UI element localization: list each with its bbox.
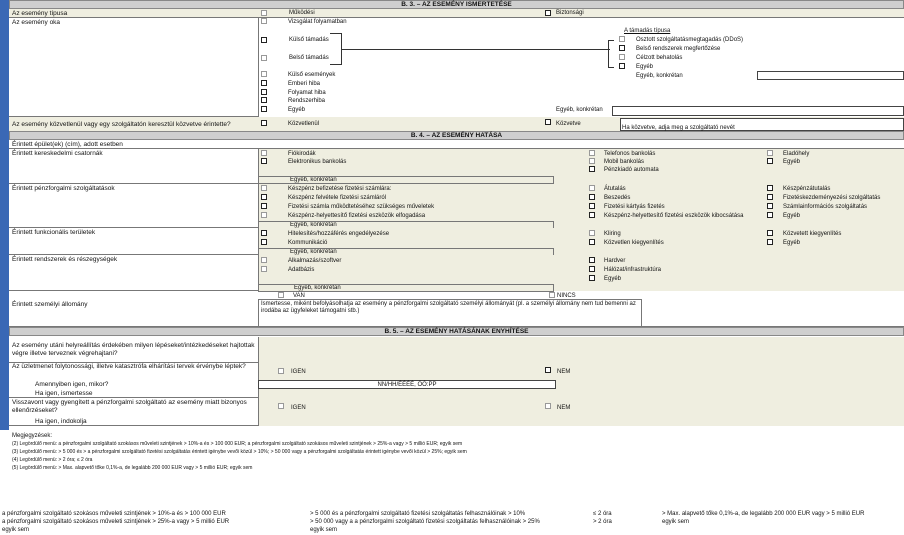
channel-checkbox-3[interactable]: [589, 158, 595, 164]
payment-checkbox-2[interactable]: [261, 203, 267, 209]
payment-item-7: Készpénz-helyettesítő fizetési eszközök kibocsátása: [604, 213, 744, 219]
cause-checkbox-3[interactable]: [261, 71, 267, 77]
channel-item-6: Egyéb: [783, 159, 801, 165]
payment-checkbox-4[interactable]: [589, 185, 595, 191]
staff-note: Ismertesse, miként befolyásolhatja az esemény a pénzforgalmi szolgáltató személyi állományát (pl. a személyi állomány nem tud bemenni az irodába az ügyfeleket támogatni stb.): [261, 301, 636, 314]
controls-no-checkbox[interactable]: [545, 403, 551, 409]
cause-item-0: Vizsgálat folyamatban: [288, 19, 347, 25]
payment-checkbox-8[interactable]: [767, 185, 773, 191]
cause-checkbox-7[interactable]: [261, 106, 267, 112]
cause-other-input[interactable]: [612, 106, 904, 116]
systems-item-0: Alkalmazás/szoftver: [288, 258, 342, 264]
attack-item-3: Egyéb: [636, 64, 654, 70]
controls-yes-checkbox[interactable]: [278, 403, 284, 409]
cause-checkbox-1[interactable]: [261, 37, 267, 43]
func-checkbox-3[interactable]: [589, 239, 595, 245]
notes-title: Megjegyzések:: [12, 433, 53, 439]
channel-item-5: Eladóhely: [783, 151, 810, 157]
note-line-0: (2) Legördülő menü: a pénzforgalmi szolgáltató szokásos műveleti szintjének > 10%-a és > 100 000 EUR; a pénzforgalmi szolgáltató szokásos műveleti szintjének > 25%-a vagy > 5 millió EUR; egyik sem: [12, 441, 463, 447]
footer-c4-0: > Max. alapvető tőke 0,1%-a, de legalább 200 000 EUR vagy > 5 millió EUR: [662, 511, 865, 517]
attack-checkbox-1[interactable]: [619, 45, 625, 51]
note-line-2: (4) Legördülő menü: > 2 óra; ≤ 2 óra: [12, 457, 93, 463]
controls-area: [258, 398, 904, 426]
payment-label: Érintett pénzforgalmi szolgáltatások: [12, 185, 115, 192]
staff-no-checkbox[interactable]: [549, 292, 555, 298]
attack-item-2: Célzott behatolás: [636, 55, 683, 61]
systems-checkbox-3[interactable]: [589, 266, 595, 272]
cause-checkbox-2[interactable]: [261, 55, 267, 61]
attack-connector-line: [342, 49, 610, 50]
direct-label: Közvetlenül: [288, 121, 320, 127]
bcp-date-input[interactable]: [258, 380, 556, 389]
attack-checkbox-0[interactable]: [619, 36, 625, 42]
staff-yes-label: VAN: [293, 293, 305, 299]
staff-yes-checkbox[interactable]: [278, 292, 284, 298]
attack-bracket: [330, 33, 342, 65]
cause-item-3: Külső események: [288, 72, 336, 78]
operational-label: Működési: [289, 10, 315, 16]
cause-checkbox-0[interactable]: [261, 18, 267, 24]
indirect-checkbox[interactable]: [545, 119, 551, 125]
controls-yes-label: IGEN: [291, 405, 306, 411]
provider-name-note: Ha közvetve, adja meg a szolgáltató nevét: [622, 125, 735, 131]
payment-checkbox-5[interactable]: [589, 194, 595, 200]
func-item-0: Hitelesítés/hozzáférés engedélyezése: [288, 231, 390, 237]
payment-item-11: Egyéb: [783, 213, 801, 219]
payment-item-1: Készpénz felvétele fizetési számláról: [288, 195, 387, 201]
bcp-no-checkbox[interactable]: [545, 367, 551, 373]
cause-item-6: Rendszerhiba: [288, 98, 326, 104]
cause-checkbox-4[interactable]: [261, 80, 267, 86]
indirect-option-label: Közvetve: [556, 121, 581, 127]
systems-item-3: Hálózat/infrastruktúra: [604, 267, 662, 273]
payment-item-8: Készpénzátutalás: [783, 186, 831, 192]
footer-c2-0: > 5 000 és a pénzforgalmi szolgáltató fizetési szolgáltatás felhasználóinak > 10%: [310, 511, 526, 517]
recovery-input[interactable]: [258, 337, 904, 363]
bcp-no-label: NEM: [557, 369, 571, 375]
footer-c3-1: > 2 óra: [593, 519, 612, 525]
cause-item-7: Egyéb: [288, 107, 306, 113]
systems-item-4: Egyéb: [604, 276, 622, 282]
attack-type-title: A támadás típusa: [624, 28, 671, 34]
payment-item-2: Fizetési számla működtetéséhez szükséges műveletek: [288, 204, 435, 210]
controls-justify-label: Ha igen, indokolja: [35, 418, 87, 425]
func-checkbox-2[interactable]: [589, 230, 595, 236]
channel-checkbox-2[interactable]: [589, 150, 595, 156]
func-checkbox-4[interactable]: [767, 230, 773, 236]
bcp-yes-checkbox[interactable]: [278, 368, 284, 374]
footer-c1-0: a pénzforgalmi szolgáltató szokásos műveleti szintjének > 10%-a és > 100 000 EUR: [2, 511, 226, 517]
event-type-label: Az esemény típusa: [12, 10, 68, 17]
note-line-1: (3) Legördülő menü: > 5 000 és > a pénzforgalmi szolgáltató fizetési szolgáltatás érintett igénybe vevői közül > 10%; > 50 000 vagy a pénzforgalmi szolgáltatás érintett igénybe vevői közül > 25%; egyik sem: [12, 449, 467, 455]
cause-other-label: Egyéb, konkrétan: [556, 107, 603, 113]
bcp-describe-label: Ha igen, ismertesse: [35, 390, 93, 397]
payment-checkbox-1[interactable]: [261, 194, 267, 200]
channels-other-label: Egyéb, konkrétan: [290, 177, 337, 183]
recovery-question: Az esemény utáni helyreállítás érdekében milyen lépéseket/intézkedéseket hajtottak végre illetve terveznek végrehajtani?: [12, 342, 255, 357]
func-checkbox-1[interactable]: [261, 239, 267, 245]
payment-checkbox-7[interactable]: [589, 212, 595, 218]
func-checkbox-5[interactable]: [767, 239, 773, 245]
systems-checkbox-4[interactable]: [589, 275, 595, 281]
attack-checkbox-3[interactable]: [619, 63, 625, 69]
systems-checkbox-1[interactable]: [261, 266, 267, 272]
channel-item-2: Telefonos bankolás: [604, 151, 656, 157]
channel-checkbox-0[interactable]: [261, 150, 267, 156]
security-label: Biztonsági: [556, 10, 584, 16]
func-item-3: Közvetlen kiegyenlítés: [604, 240, 664, 246]
direct-checkbox[interactable]: [261, 120, 267, 126]
systems-checkbox-2[interactable]: [589, 257, 595, 263]
systems-label: Érintett rendszerek és részegységek: [12, 256, 118, 263]
func-item-1: Kommunikáció: [288, 240, 328, 246]
payment-item-9: Fizetéskezdeményezési szolgáltatás: [783, 195, 881, 201]
func-item-5: Egyéb: [783, 240, 801, 246]
staff-label: Érintett személyi állomány: [12, 301, 88, 308]
footer-c2-2: egyik sem: [310, 527, 338, 533]
bcp-yes-label: IGEN: [291, 369, 306, 375]
attack-checkbox-2[interactable]: [619, 54, 625, 60]
staff-note-box[interactable]: [258, 299, 642, 327]
footer-c2-1: > 50 000 vagy a a pénzforgalmi szolgáltató fizetési szolgáltatás felhasználóinak > 25%: [310, 519, 540, 525]
cause-item-5: Folyamat hiba: [288, 90, 326, 96]
staff-no-label: NINCS: [557, 293, 576, 299]
payment-item-10: Számlainformációs szolgáltatás: [783, 204, 868, 210]
payment-checkbox-0[interactable]: [261, 185, 267, 191]
payment-item-6: Fizetési kártyás fizetés: [604, 204, 665, 210]
footer-c3-0: ≤ 2 óra: [593, 511, 612, 517]
event-cause-label: Az esemény oka: [12, 19, 61, 26]
func-item-2: Kliring: [604, 231, 621, 237]
func-checkbox-0[interactable]: [261, 230, 267, 236]
channel-checkbox-4[interactable]: [589, 166, 595, 172]
channel-item-1: Elektronikus bankolás: [288, 159, 347, 165]
systems-item-2: Hardver: [604, 258, 626, 264]
attack-other-input[interactable]: [757, 71, 904, 80]
systems-checkbox-0[interactable]: [261, 257, 267, 263]
cause-checkbox-5[interactable]: [261, 89, 267, 95]
payment-item-4: Átutalás: [604, 186, 626, 192]
payment-item-3: Készpénz-helyettesítő fizetési eszközök elfogadása: [288, 213, 426, 219]
payment-checkbox-9[interactable]: [767, 194, 773, 200]
channels-other-input[interactable]: [258, 176, 554, 184]
attack-item-0: Osztott szolgáltatásmegtagadás (DDoS): [636, 37, 744, 43]
buildings-label: Érintett épület(ek) (cím), adott esetben: [12, 141, 123, 148]
systems-other-label: Egyéb, konkrétan: [294, 285, 341, 291]
footer-c4-1: egyik sem: [662, 519, 690, 525]
event-cause-area: [258, 18, 904, 117]
controls-no-label: NEM: [557, 405, 571, 411]
channel-item-3: Mobil bankolás: [604, 159, 645, 165]
channel-checkbox-1[interactable]: [261, 158, 267, 164]
attack-other-label: Egyéb, konkrétan: [636, 73, 683, 79]
channel-checkbox-6[interactable]: [767, 158, 773, 164]
attack-brace: [608, 40, 614, 68]
footer-c1-2: egyik sem: [2, 527, 30, 533]
left-accent-bar: [0, 0, 9, 430]
payment-item-5: Beszedés: [604, 195, 631, 201]
operational-checkbox[interactable]: [261, 10, 267, 16]
payment-checkbox-10[interactable]: [767, 203, 773, 209]
channel-item-0: Fiókirodák: [288, 151, 316, 157]
func-label: Érintett funkcionális területek: [12, 229, 96, 236]
bcp-date-placeholder: NN/HH/ÉÉÉÉ, ÓÓ:PP: [377, 382, 437, 388]
cause-item-1: Külső támadás: [289, 37, 329, 43]
systems-item-1: Adatbázis: [288, 267, 315, 273]
func-other-label: Egyéb, konkrétan: [290, 249, 337, 255]
note-line-3: (5) Legördülő menü: > Max. alapvető tőke 0,1%-a, de legalább 200 000 EUR vagy > 5 millió EUR; egyik sem: [12, 465, 253, 471]
footer-c1-1: a pénzforgalmi szolgáltató szokásos műveleti szintjének > 25%-a vagy > 5 millió EUR: [2, 519, 230, 525]
payment-other-label: Egyéb, konkrétan: [290, 222, 337, 228]
cause-item-4: Emberi hiba: [288, 81, 321, 87]
payment-item-0: Készpénz befizetése fizetési számlára:: [288, 186, 392, 192]
func-item-4: Közvetett kiegyenlítés: [783, 231, 842, 237]
section-header-b5: B. 5. – AZ ESEMÉNY HATÁSÁNAK ENYHÍTÉSE: [9, 327, 904, 336]
channel-item-4: Pénzkiadó automata: [604, 167, 659, 173]
payment-checkbox-6[interactable]: [589, 203, 595, 209]
payment-checkbox-3[interactable]: [261, 212, 267, 218]
channels-label: Érintett kereskedelmi csatornák: [12, 150, 103, 157]
section-header-b3: B. 3. – AZ ESEMÉNY ISMERTETÉSE: [9, 0, 904, 9]
indirect-label: Az esemény közvetlenül vagy egy szolgáltatón keresztül közvetve érintette?: [12, 121, 231, 128]
cause-item-2: Belső támadás: [289, 55, 329, 61]
payment-checkbox-11[interactable]: [767, 212, 773, 218]
cause-checkbox-6[interactable]: [261, 97, 267, 103]
controls-question: Visszavont vagy gyengített a pénzforgalmi szolgáltató az esemény miatt bizonyos ellenőrzéseket?: [12, 399, 247, 414]
bcp-when-label: Amennyiben igen, mikor?: [35, 381, 109, 388]
attack-item-1: Belső rendszerek megfertőzése: [636, 46, 721, 52]
channel-checkbox-5[interactable]: [767, 150, 773, 156]
bcp-question: Az üzletmenet folytonossági, illetve katasztrófa elhárítási tervek érvénybe léptek?: [12, 363, 246, 370]
section-header-b4: B. 4. – AZ ESEMÉNY HATÁSA: [9, 131, 904, 140]
security-checkbox[interactable]: [545, 10, 551, 16]
